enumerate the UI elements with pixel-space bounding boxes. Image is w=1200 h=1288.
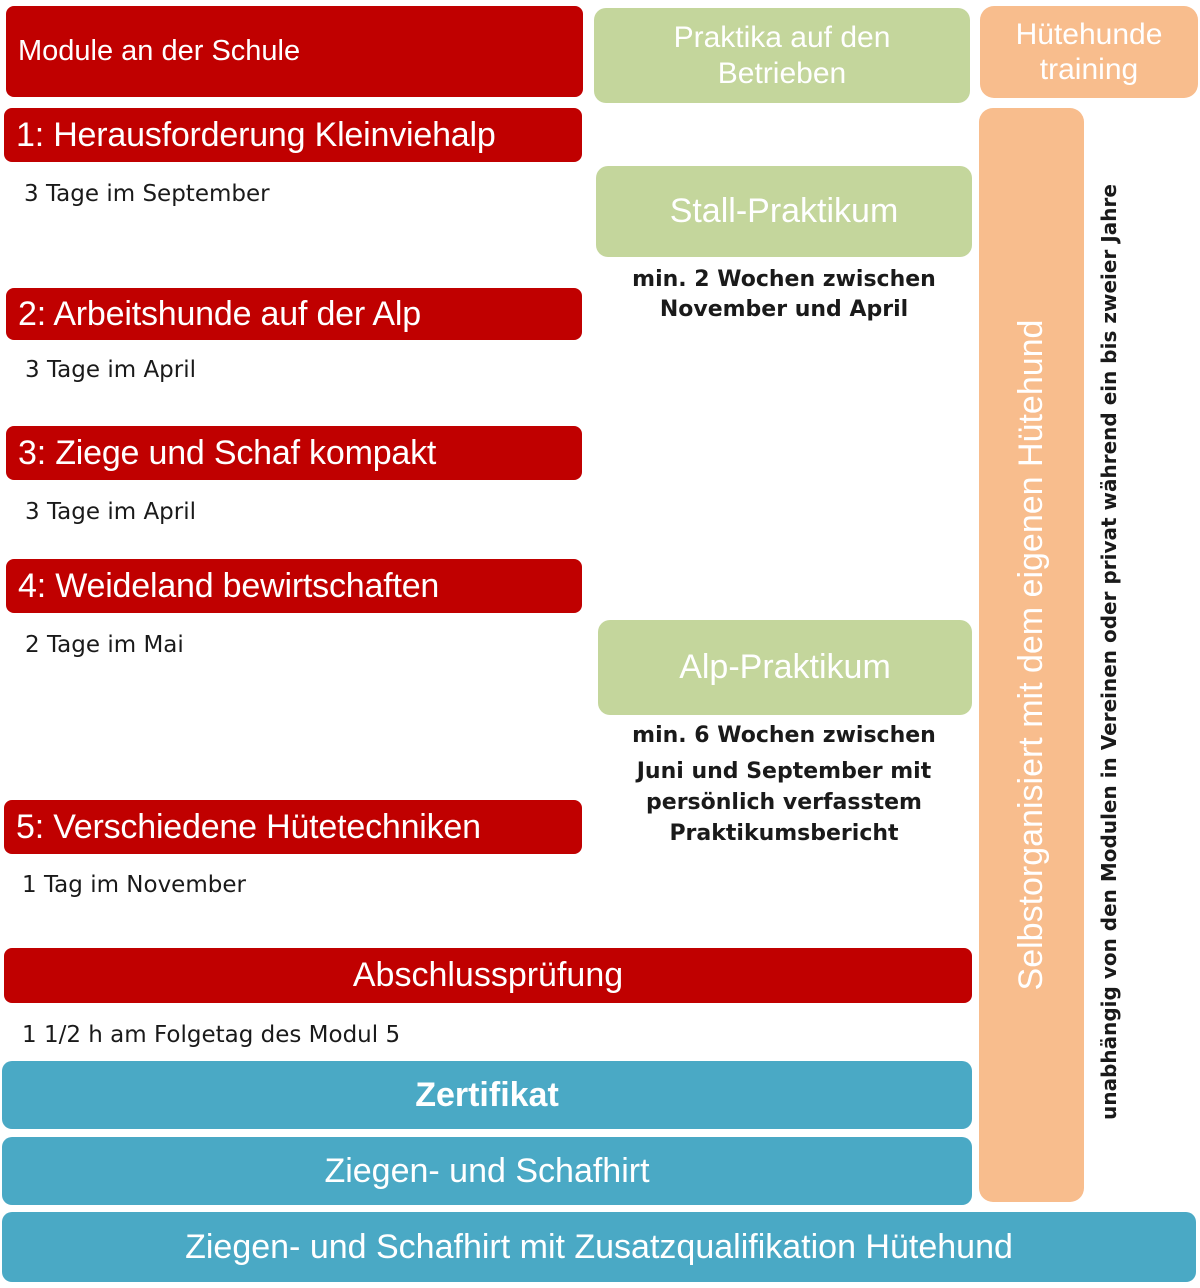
module-4-title: 4: Weideland bewirtschaften: [18, 566, 440, 605]
internship-stall-title: Stall-Praktikum: [669, 192, 899, 230]
final-exam: [4, 948, 972, 1003]
module-3-duration: 3 Tage im April: [25, 499, 197, 525]
internship-alp-title: Alp-Praktikum: [679, 648, 891, 686]
internship-alp-details: [596, 720, 972, 849]
internship-alp-detail-line: Juni und September mit: [636, 759, 932, 784]
certificate-label: Zertifikat: [415, 1075, 559, 1114]
module-5-duration: 1 Tag im November: [22, 872, 246, 898]
internship-alp-detail-line: persönlich verfasstem: [646, 790, 922, 815]
dog-training-note: unabhängig von den Modulen in Vereinen oder privat während ein bis zweier Jahre: [1097, 184, 1121, 1120]
header-dog-training-label: Hütehunde training: [1015, 18, 1163, 86]
module-4: [6, 559, 582, 613]
final-exam-title: Abschlussprüfung: [352, 956, 624, 994]
module-1-duration: 3 Tage im September: [24, 181, 270, 207]
module-1-title: 1: Herausforderung Kleinviehalp: [16, 115, 496, 154]
internship-stall-details: [596, 265, 972, 325]
module-2-duration: 3 Tage im April: [25, 357, 197, 383]
final-exam-duration: 1 1/2 h am Folgetag des Modul 5: [22, 1022, 401, 1048]
header-school-modules: [6, 6, 583, 97]
internship-alp: [598, 620, 972, 715]
module-2-title: 2: Arbeitshunde auf der Alp: [18, 294, 421, 333]
header-internships: [594, 8, 970, 103]
herder-box: [2, 1137, 972, 1205]
module-5: [4, 800, 582, 854]
certificate-box: [2, 1061, 972, 1129]
module-4-duration: 2 Tage im Mai: [25, 632, 184, 658]
internship-stall: [596, 166, 972, 257]
internship-alp-detail-line: Praktikumsbericht: [669, 821, 899, 846]
header-dog-training: [980, 6, 1198, 98]
herder-label: Ziegen- und Schafhirt: [324, 1151, 650, 1190]
internship-stall-detail-line: November und April: [659, 297, 909, 322]
internship-alp-detail-line: min. 6 Wochen zwischen: [632, 723, 936, 748]
dog-training-vertical-label: Selbstorganisiert mit dem eigenen Hütehund: [1012, 319, 1050, 991]
module-3-title: 3: Ziege und Schaf kompakt: [18, 433, 437, 472]
header-internships-label: Praktika auf den Betrieben: [673, 20, 891, 90]
module-2: [6, 288, 582, 340]
internship-stall-detail-line: min. 2 Wochen zwischen: [632, 267, 936, 292]
header-school-modules-label: Module an der Schule: [18, 35, 301, 67]
module-1: [4, 108, 582, 162]
module-3: [6, 426, 582, 480]
herder-plus-label: Ziegen- und Schafhirt mit Zusatzqualifikation Hütehund: [185, 1227, 1013, 1266]
herder-plus-box: [2, 1212, 1196, 1282]
module-5-title: 5: Verschiedene Hütetechniken: [16, 807, 481, 846]
